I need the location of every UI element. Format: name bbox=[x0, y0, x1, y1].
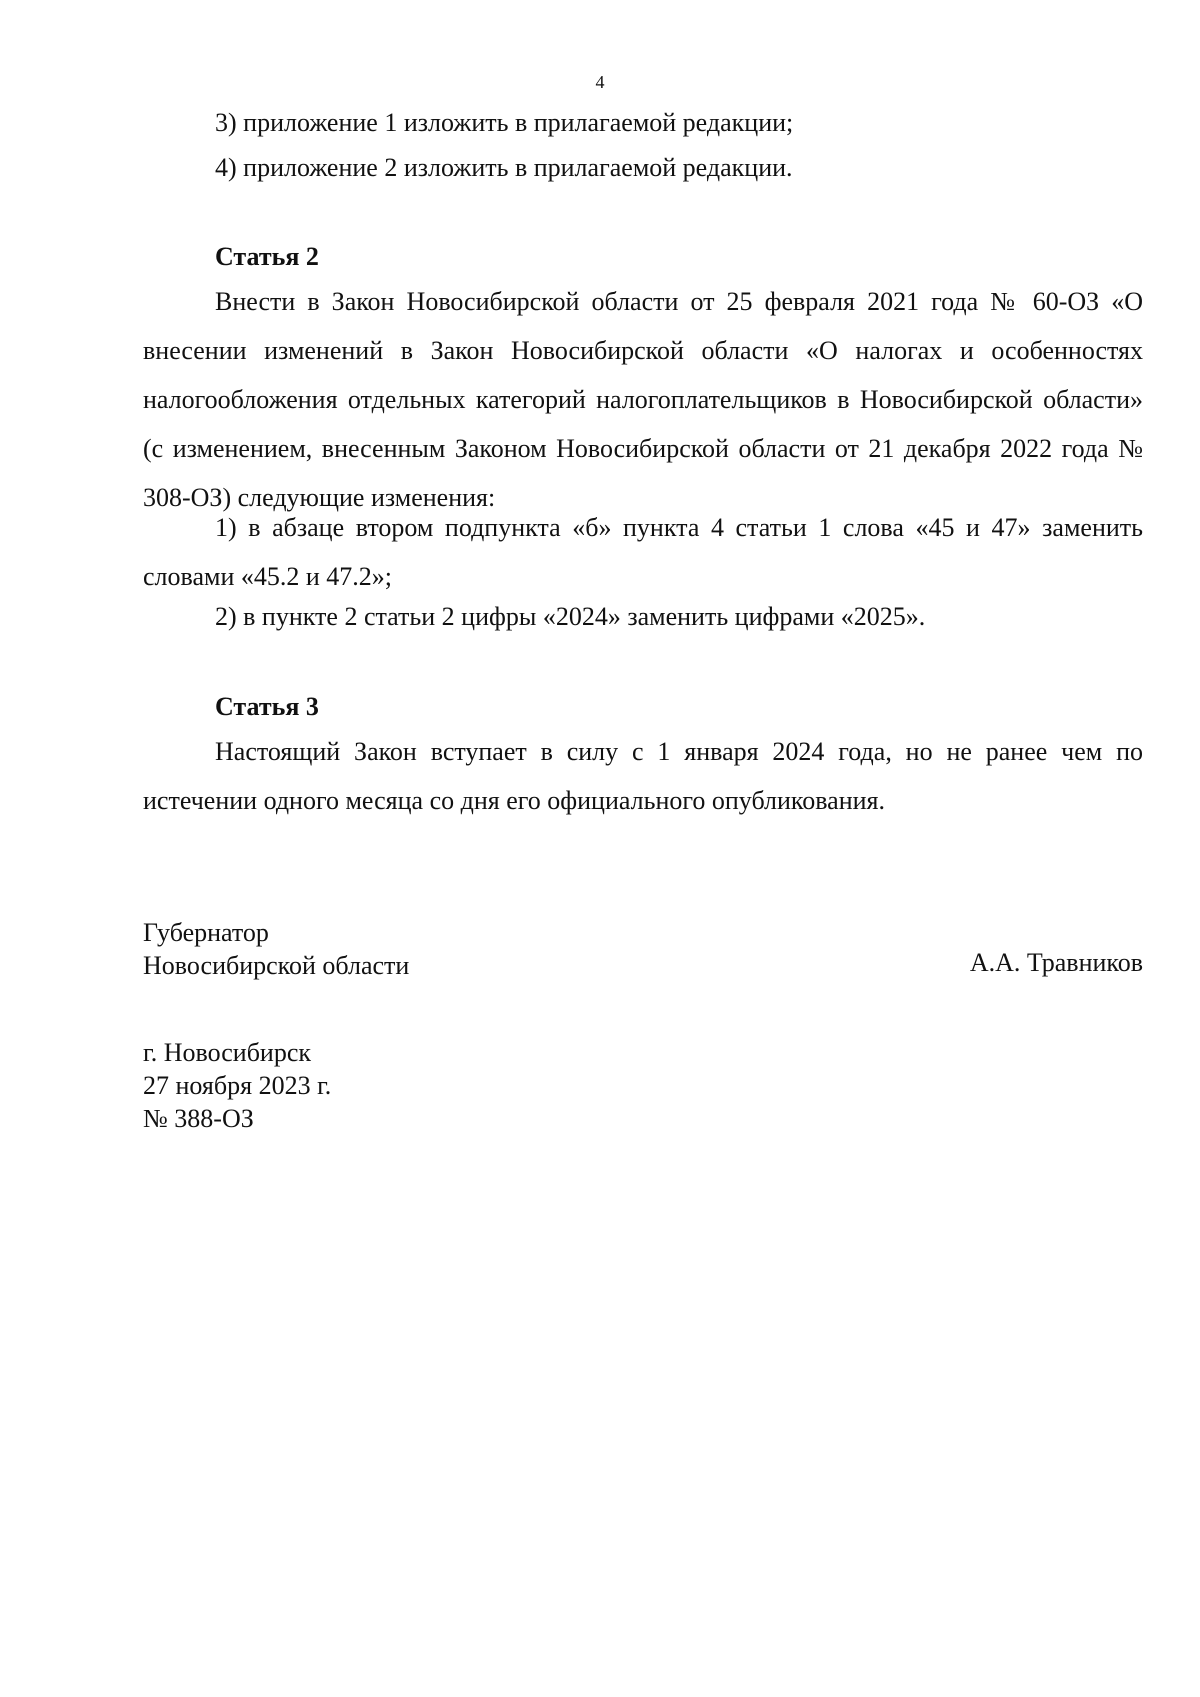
signature-title-line-1: Губернатор bbox=[143, 918, 269, 947]
footer-city: г. Новосибирск bbox=[143, 1038, 312, 1067]
footer-date: 27 ноября 2023 г. bbox=[143, 1071, 332, 1100]
article-3-heading: Статья 3 bbox=[215, 692, 319, 721]
article-2-intro: Внести в Закон Новосибирской области от 25 февраля 2021 года № 60-ОЗ «О внесении изменений в Закон Новосибирской области «О налогах и особенностях налогообложения отдельных категорий налогоплательщиков в Новосибирской области» (с изменением, внесенным Законом Новосибирской области от 21 декабря 2022 года № 308-ОЗ) следующие изменения: bbox=[143, 287, 1143, 512]
amendment-item-4: 4) приложение 2 изложить в прилагаемой редакции. bbox=[215, 153, 793, 182]
footer-number: № 388-ОЗ bbox=[143, 1104, 254, 1133]
article-2-item-1: 1) в абзаце втором подпункта «б» пункта 4 статьи 1 слова «45 и 47» заменить словами «45.2 и 47.2»; bbox=[143, 513, 1143, 591]
signature-title bbox=[143, 916, 409, 982]
article-2-heading: Статья 2 bbox=[215, 242, 319, 271]
document-footer bbox=[143, 1036, 331, 1135]
signature-name: А.А. Травников bbox=[969, 948, 1143, 977]
article-2-item-2: 2) в пункте 2 статьи 2 цифры «2024» заменить цифрами «2025». bbox=[215, 602, 926, 631]
article-3-text: Настоящий Закон вступает в силу с 1 января 2024 года, но не ранее чем по истечении одного месяца со дня его официального опубликования. bbox=[143, 737, 1143, 815]
signature-title-line-2: Новосибирской области bbox=[143, 951, 410, 980]
page-number: 4 bbox=[595, 72, 605, 92]
amendment-item-3: 3) приложение 1 изложить в прилагаемой редакции; bbox=[215, 108, 794, 137]
